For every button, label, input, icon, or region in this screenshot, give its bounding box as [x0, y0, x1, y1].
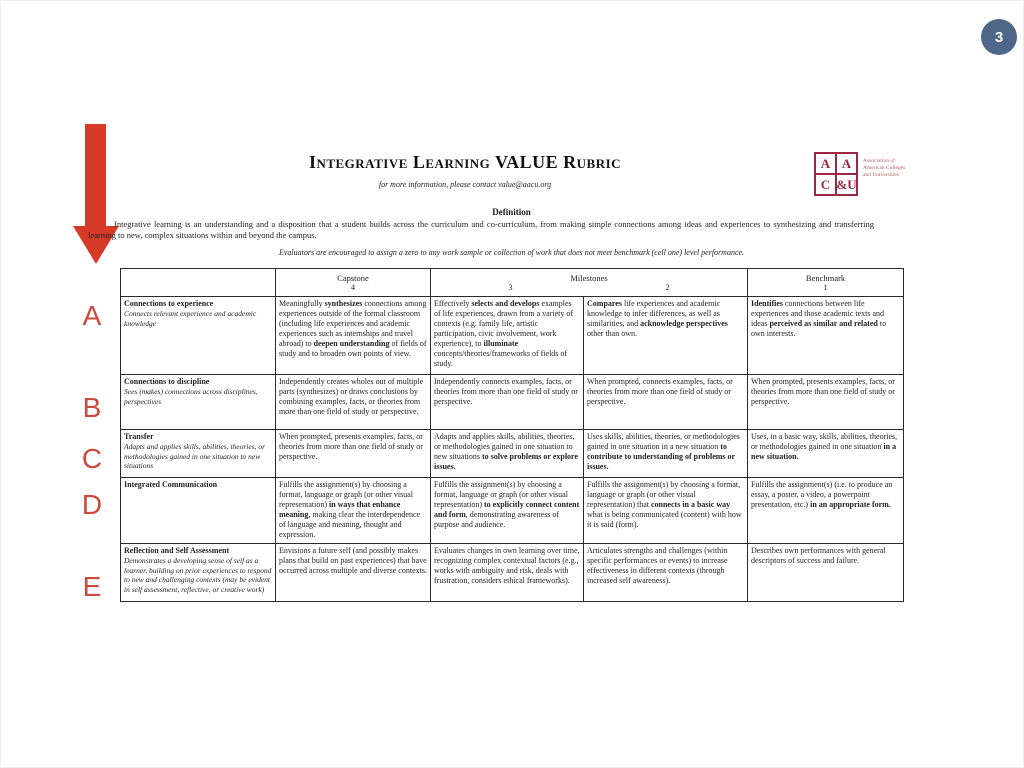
- rubric-cell-text: Uses skills, abilities, theories, or methodologies gained in one situation in a new situation: [587, 432, 740, 451]
- rubric-cell: [431, 544, 584, 602]
- rubric-cell-emphasis: acknowledge perspectives: [640, 319, 728, 328]
- rubric-cell-text: Effectively: [434, 299, 472, 308]
- rubric-cell-text: what is being communicated (content) with how it is said (form).: [587, 510, 742, 529]
- rubric-cell: [584, 375, 748, 430]
- aacu-logo-cell: A: [836, 153, 857, 174]
- rubric-header-label: Benchmark: [805, 272, 846, 283]
- rubric-cell-emphasis: in ways that enhance meaning: [279, 500, 401, 519]
- rubric-criterion-cell: [121, 478, 276, 544]
- rubric-cell-text: When prompted, presents examples, facts, or theories from more than one field of study or perspective.: [279, 432, 423, 461]
- rubric-header-empty: [121, 269, 276, 297]
- rubric-cell-emphasis: Identifies: [751, 299, 783, 308]
- rubric-criterion-note: Demonstrates a developing sense of self as a learner, building on prior experiences to respond to new and challenging contexts (may be evident in self assessment, reflective, or creative work): [124, 556, 272, 594]
- rubric-criterion-note: Sees (makes) connections across disciplines, perspectives: [124, 387, 258, 406]
- aacu-logo-cell: C: [815, 174, 836, 195]
- document-title: Integrative Learning VALUE Rubric: [308, 152, 622, 172]
- rubric-cell-text: Independently creates wholes out of multiple parts (synthesizes) or draws conclusions by combining examples, facts, or theories from more than one field of study or perspective.: [279, 377, 424, 416]
- rubric-criterion-name: Connections to discipline: [124, 377, 210, 386]
- rubric-cell: [276, 478, 431, 544]
- rubric-cell-text: concepts/theories/frameworks of fields of study.: [434, 349, 568, 368]
- aacu-logo-grid-icon: [814, 152, 858, 196]
- rubric-cell-emphasis: perceived as similar and related: [769, 319, 878, 328]
- rubric-header-benchmark: [748, 269, 904, 297]
- aacu-logo-caption: Association of American Colleges and Universities: [863, 158, 906, 178]
- rubric-cell-emphasis: deepen understanding: [313, 339, 390, 348]
- rubric-header-row: [121, 269, 904, 297]
- rubric-cell-emphasis: synthesizes: [324, 299, 363, 308]
- rubric-criterion-name: Connections to experience: [124, 299, 214, 308]
- row-letter-b: B: [82, 392, 102, 423]
- rubric-cell-text: connections between life experiences and those academic texts and ideas: [751, 299, 885, 328]
- rubric-cell: [584, 544, 748, 602]
- rubric-row: [121, 478, 904, 544]
- rubric-cell-text: Meaningfully: [279, 299, 325, 308]
- row-letter-e: E: [82, 571, 102, 602]
- rubric-criterion-cell: [121, 297, 276, 375]
- rubric-cell: [748, 297, 904, 375]
- red-arrow-shaft: [85, 124, 106, 227]
- rubric-cell-emphasis: in an appropriate form.: [810, 500, 891, 509]
- rubric-row: [121, 430, 904, 478]
- rubric-cell-text: Evaluates changes in own learning over time, recognizing complex contextual factors (e.g., works with ambiguity and risk, deals with frustration, considers ethical frameworks).: [434, 546, 580, 585]
- rubric-cell-text: Articulates strengths and challenges (within specific performances or events) to increase effectiveness in different contexts (through increased self awareness).: [587, 546, 728, 585]
- rubric-cell: [431, 297, 584, 375]
- rubric-cell-text: to own interests.: [751, 319, 887, 338]
- rubric-cell-text: Envisions a future self (and possibly makes plans that build on past experiences) that have occurred across multiple and diverse contexts.: [279, 546, 427, 575]
- rubric-criterion-name: Reflection and Self Assessment: [124, 546, 230, 555]
- rubric-criterion-note: Adapts and applies skills, abilities, theories, or methodologies gained in one situation to new situations: [124, 442, 266, 470]
- rubric-cell-emphasis: illuminate: [483, 339, 519, 348]
- rubric-header-number: 1: [823, 282, 828, 292]
- row-letter-a: A: [82, 300, 102, 331]
- rubric-cell: [276, 430, 431, 478]
- rubric-cell-text: , demonstrating awareness of purpose and audience.: [434, 510, 560, 529]
- rubric-cell: [431, 430, 584, 478]
- row-letter-c: C: [81, 443, 103, 474]
- rubric-cell-emphasis: to contribute to understanding of problems or issues.: [587, 442, 735, 471]
- rubric-cell-text: examples of life experiences, drawn from a variety of contexts (e.g. family life, artistic participation, civic involvement, work experience), to: [434, 299, 574, 348]
- rubric-cell-text: connections among experiences outside of the formal classroom (including life experiences and academic experiences such as internships and travel abroad) to: [279, 299, 427, 348]
- rubric-cell-text: other than own.: [587, 329, 637, 338]
- aacu-logo-cell: &U: [836, 174, 857, 195]
- aacu-logo-cell: A: [815, 153, 836, 174]
- rubric-cell: [584, 297, 748, 375]
- rubric-cell-text: When prompted, connects examples, facts, or theories from more than one field of study or perspective.: [587, 377, 733, 406]
- rubric-cell: [748, 430, 904, 478]
- rubric-criterion-cell: [121, 544, 276, 602]
- rubric-cell: [748, 544, 904, 602]
- rubric-criterion-name: Integrated Communication: [124, 480, 218, 489]
- rubric-cell-text: Fulfills the assignment(s) by choosing a format, language or graph (or other visual representation) that: [587, 480, 741, 509]
- rubric-cell-emphasis: in a new situation.: [751, 442, 897, 461]
- rubric-cell-text: Describes own performances with general descriptors of success and failure.: [751, 546, 886, 565]
- rubric-header-number: 2: [665, 282, 670, 292]
- rubric-cell-emphasis: connects in a basic way: [650, 500, 731, 509]
- rubric-criterion-cell: [121, 375, 276, 430]
- rubric-cell-text: When prompted, presents examples, facts, or theories from more than one field of study or perspective.: [751, 377, 895, 406]
- rubric-cell-text: Adapts and applies skills, abilities, theories, or methodologies gained in one situation to new situations: [434, 432, 575, 461]
- rubric-criterion-note: Connects relevant experience and academic knowledge: [124, 309, 257, 328]
- rubric-row: [121, 375, 904, 430]
- rubric-header-numbers: [432, 283, 746, 293]
- rubric-table: [120, 268, 904, 602]
- rubric-row: [121, 297, 904, 375]
- rubric-cell-text: Uses, in a basic way, skills, abilities, theories, or methodologies gained in one situation: [751, 432, 898, 451]
- rubric-cell-emphasis: selects and develops: [471, 299, 540, 308]
- rubric-cell: [584, 478, 748, 544]
- rubric-cell-text: Fulfills the assignment(s) by choosing a format, language or graph (or other visual representation): [434, 480, 568, 509]
- rubric-cell-text: Fulfills the assignment(s) (i.e. to produce an essay, a poster, a video, a powerpoint presentation, etc.): [751, 480, 893, 509]
- rubric-header-label: Capstone: [337, 272, 369, 283]
- rubric-cell: [431, 375, 584, 430]
- rubric-header-milestones: [431, 269, 748, 297]
- rubric-criterion-cell: [121, 430, 276, 478]
- rubric-cell-text: , making clear the interdependence of language and meaning, thought and expression.: [279, 510, 421, 539]
- definition-heading: Definition: [492, 207, 531, 217]
- evaluators-note: Evaluators are encouraged to assign a zero to any work sample or collection of work that does not meet benchmark (cell one) level performance.: [278, 248, 745, 257]
- rubric-cell-text: life experiences and academic knowledge to infer differences, as well as similarities, and: [587, 299, 721, 328]
- rubric-cell: [748, 478, 904, 544]
- rubric-criterion-name: Transfer: [124, 432, 154, 441]
- row-letter-d: D: [81, 489, 103, 520]
- rubric-header-number: 3: [508, 282, 513, 292]
- rubric-cell-text: Fulfills the assignment(s) by choosing a format, language or graph (or other visual representation): [279, 480, 413, 509]
- rubric-cell-emphasis: Compares: [587, 299, 622, 308]
- rubric-cell-emphasis: to explicitly connect content and form: [434, 500, 580, 519]
- definition-text: Integrative learning is an understanding and a disposition that a student builds across the curriculum and co-curriculum, from making simple connections among ideas and experiences to synthesizing and transferring learning to new, complex situations within and beyond the campus.: [88, 219, 874, 240]
- rubric-header-capstone: [276, 269, 431, 297]
- rubric-header-label: Milestones: [570, 272, 608, 283]
- aacu-logo: [814, 152, 911, 196]
- rubric-row: [121, 544, 904, 602]
- rubric-cell: [276, 544, 431, 602]
- rubric-cell: [431, 478, 584, 544]
- rubric-cell-text: of fields of study and to broaden own points of view.: [279, 339, 427, 358]
- rubric-cell-emphasis: to solve problems or explore issues.: [434, 452, 578, 471]
- rubric-cell-text: Independently connects examples, facts, or theories from more than one field of study or perspective.: [434, 377, 578, 406]
- document-subtitle: for more information, please contact value@aacu.org: [378, 180, 552, 189]
- rubric-cell: [748, 375, 904, 430]
- page-number-badge: 3: [981, 19, 1017, 55]
- rubric-cell: [584, 430, 748, 478]
- rubric-header-number: 4: [351, 282, 355, 292]
- rubric-cell: [276, 375, 431, 430]
- rubric-cell: [276, 297, 431, 375]
